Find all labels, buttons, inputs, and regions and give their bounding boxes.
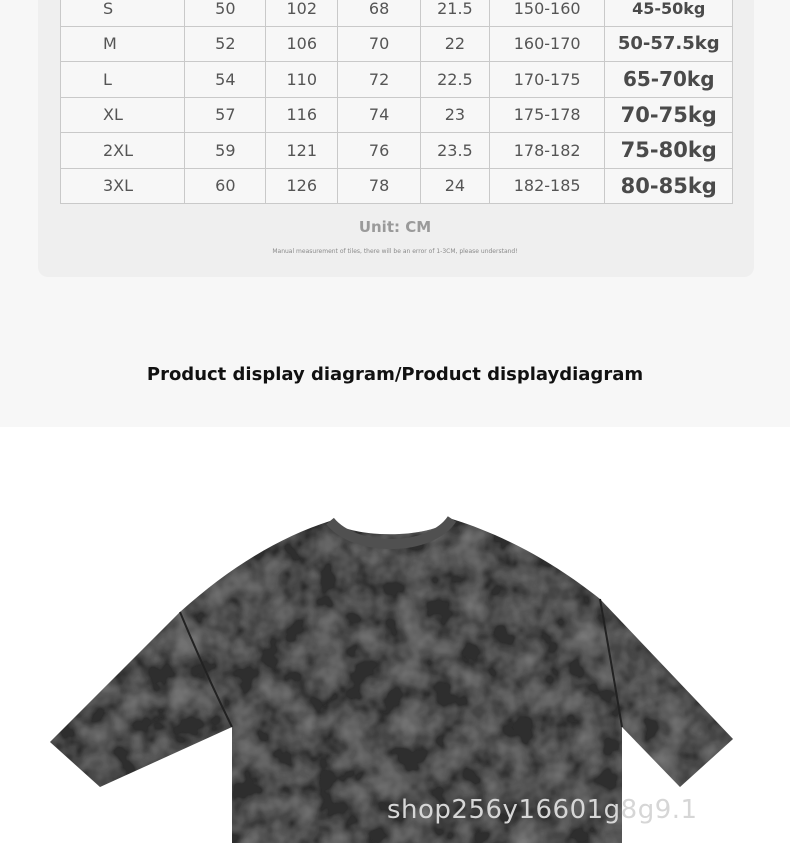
size-cell-c4: 23 xyxy=(421,97,490,133)
size-cell-c4: 21.5 xyxy=(421,0,490,26)
size-cell-c2: 116 xyxy=(266,97,338,133)
size-cell-c1: 54 xyxy=(185,62,266,98)
size-cell-c4: 22.5 xyxy=(421,62,490,98)
size-cell-size: L xyxy=(61,62,185,98)
size-row xyxy=(61,26,733,62)
size-row xyxy=(61,97,733,133)
tshirt-illustration xyxy=(0,427,790,843)
size-cell-c1: 60 xyxy=(185,168,266,204)
size-cell-size: 2XL xyxy=(61,133,185,169)
size-cell-c1: 50 xyxy=(185,0,266,26)
size-cell-height: 160-170 xyxy=(489,26,605,62)
size-row xyxy=(61,0,733,26)
size-cell-size: S xyxy=(61,0,185,26)
size-cell-c1: 57 xyxy=(185,97,266,133)
unit-label: Unit: CM xyxy=(358,218,432,236)
size-cell-c2: 102 xyxy=(266,0,338,26)
size-cell-c2: 106 xyxy=(266,26,338,62)
size-cell-c3: 68 xyxy=(338,0,421,26)
product-photo xyxy=(0,427,790,843)
watermark-text: shop256y16601g8g9.1 xyxy=(387,795,698,825)
size-cell-c4: 22 xyxy=(421,26,490,62)
size-cell-height: 182-185 xyxy=(489,168,605,204)
size-cell-c3: 72 xyxy=(338,62,421,98)
size-cell-c1: 59 xyxy=(185,133,266,169)
size-cell-c4: 24 xyxy=(421,168,490,204)
size-cell-size: 3XL xyxy=(61,168,185,204)
measurement-note: Manual measurement of tiles, there will be an error of 1-3CM, please understand! xyxy=(272,248,518,255)
size-cell-c1: 52 xyxy=(185,26,266,62)
size-chart-table xyxy=(60,0,733,204)
size-cell-c3: 76 xyxy=(338,133,421,169)
size-cell-height: 150-160 xyxy=(489,0,605,26)
size-cell-size: M xyxy=(61,26,185,62)
size-cell-c2: 110 xyxy=(266,62,338,98)
size-cell-height: 178-182 xyxy=(489,133,605,169)
size-cell-height: 175-178 xyxy=(489,97,605,133)
size-row xyxy=(61,168,733,204)
size-cell-weight: 80-85kg xyxy=(605,168,733,204)
size-cell-weight: 70-75kg xyxy=(605,97,733,133)
size-cell-weight: 65-70kg xyxy=(605,62,733,98)
size-cell-c3: 74 xyxy=(338,97,421,133)
size-cell-weight: 50-57.5kg xyxy=(605,26,733,62)
size-cell-weight: 75-80kg xyxy=(605,133,733,169)
size-cell-height: 170-175 xyxy=(489,62,605,98)
size-cell-size: XL xyxy=(61,97,185,133)
size-row xyxy=(61,133,733,169)
section-title: Product display diagram/Product displaydiagram xyxy=(146,364,644,385)
size-cell-c2: 121 xyxy=(266,133,338,169)
size-cell-c3: 70 xyxy=(338,26,421,62)
size-cell-weight: 45-50kg xyxy=(605,0,733,26)
size-row xyxy=(61,62,733,98)
size-cell-c2: 126 xyxy=(266,168,338,204)
size-cell-c4: 23.5 xyxy=(421,133,490,169)
size-cell-c3: 78 xyxy=(338,168,421,204)
